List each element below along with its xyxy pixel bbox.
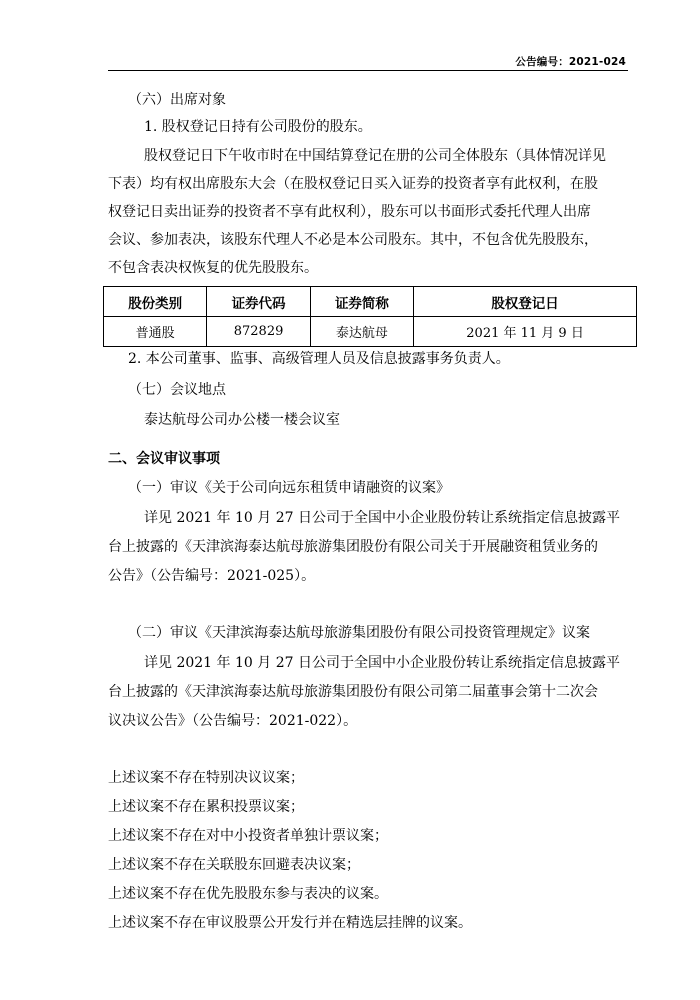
statement-line: 上述议案不存在优先股股东参与表决的议案。 [108, 886, 388, 902]
header-divider [108, 70, 628, 71]
statement-line: 上述议案不存在审议股票公开发行并在精选层挂牌的议案。 [108, 915, 472, 931]
table-cell: 2021 年 11 月 9 日 [414, 317, 637, 347]
meeting-location: 泰达航母公司办公楼一楼会议室 [144, 412, 340, 428]
paragraph-line: 详见 2021 年 10 月 27 日公司于全国中小企业股份转让系统指定信息披露平 [144, 655, 620, 671]
statement-line: 上述议案不存在累积投票议案； [108, 799, 304, 815]
statement-line: 上述议案不存在特别决议议案； [108, 770, 304, 786]
table-cell: 普通股 [104, 317, 207, 347]
paragraph-line: 股权登记日下午收市时在中国结算登记在册的公司全体股东（具体情况详见 [144, 148, 606, 164]
table-cell: 872829 [207, 317, 310, 347]
table-header-row [104, 287, 637, 317]
paragraph-line: 公告》（公告编号：2021-025）。 [108, 568, 316, 584]
column-header: 证券代码 [207, 287, 310, 317]
item-1-title: 1. 股权登记日持有公司股份的股东。 [144, 119, 372, 135]
part-2-title: 二、会议审议事项 [108, 451, 220, 467]
paragraph-line: 会议、参加表决，该股东代理人不必是本公司股东。其中，不包含优先股股东， [108, 232, 598, 248]
paragraph-line: 权登记日卖出证券的投资者不享有此权利），股东可以书面形式委托代理人出席 [108, 204, 591, 220]
announcement-number: 公告编号：2021-024 [515, 56, 626, 68]
table-cell: 泰达航母 [310, 317, 413, 347]
column-header: 证券简称 [310, 287, 413, 317]
paragraph-line: 详见 2021 年 10 月 27 日公司于全国中小企业股份转让系统指定信息披露平 [144, 510, 620, 526]
paragraph-line: 不包含表决权恢复的优先股股东。 [108, 260, 318, 276]
paragraph-line: 台上披露的《天津滨海泰达航母旅游集团股份有限公司关于开展融资租赁业务的 [108, 539, 598, 555]
column-header: 股份类别 [104, 287, 207, 317]
motion-1-title: （一）审议《关于公司向远东租赁申请融资的议案》 [128, 480, 450, 496]
motion-2-title: （二）审议《天津滨海泰达航母旅游集团股份有限公司投资管理规定》议案 [128, 625, 590, 641]
paragraph-line: 下表）均有权出席股东大会（在股权登记日买入证券的投资者享有此权利，在股 [108, 176, 598, 192]
item-2: 2. 本公司董事、监事、高级管理人员及信息披露事务负责人。 [128, 351, 510, 367]
table-row [104, 317, 637, 347]
section-6-title: （六）出席对象 [128, 92, 226, 108]
paragraph-line: 台上披露的《天津滨海泰达航母旅游集团股份有限公司第二届董事会第十二次会 [108, 684, 598, 700]
statement-line: 上述议案不存在关联股东回避表决议案； [108, 857, 360, 873]
paragraph-line: 议决议公告》（公告编号：2021-022）。 [108, 713, 358, 729]
statement-line: 上述议案不存在对中小投资者单独计票议案； [108, 828, 388, 844]
shareholder-table [103, 286, 637, 347]
column-header: 股权登记日 [414, 287, 637, 317]
section-7-title: （七）会议地点 [128, 382, 226, 398]
